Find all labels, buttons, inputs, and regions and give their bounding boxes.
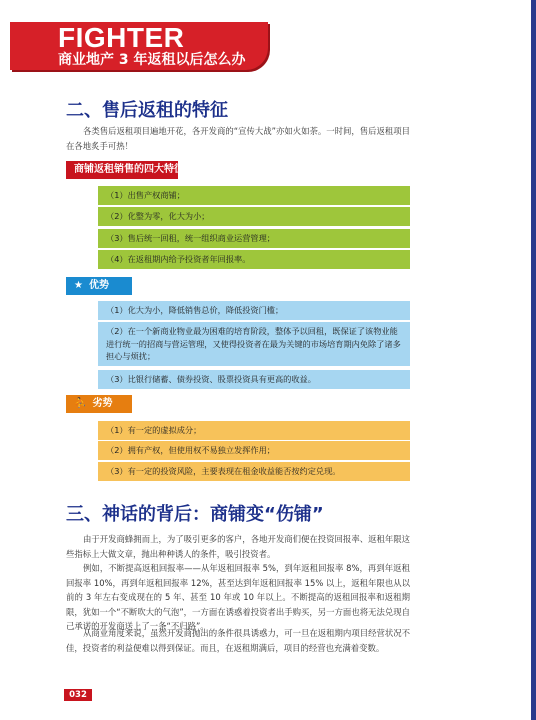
body-paragraph: 由于开发商蜂拥而上，为了吸引更多的客户，各地开发商们便在投资回报率、返租年限这些指标上大做文章，抛出种种诱人的条件，吸引投资者。	[66, 534, 410, 559]
right-edge-stripe	[531, 0, 536, 720]
intro-paragraph: 各类售后返租项目遍地开花，各开发商的“宣传大战”亦如火如荼。一时间，售后返租项目在各地炙手可热！	[66, 126, 410, 151]
pro-item: （3）比银行储蓄、债券投资、股票投资具有更高的收益。	[98, 370, 410, 389]
pro-item: （1）化大为小，降低销售总价，降低投资门槛；	[98, 301, 410, 320]
body-paragraph: 从商业角度来说，虽然开发商抛出的条件很具诱惑力，可一旦在返租期内项目经营状况不佳，投资者的利益便难以得到保证。而且，在返租期满后，项目的经营也充满着变数。	[66, 628, 410, 653]
features-tag: 商铺返租销售的四大特征	[66, 161, 178, 179]
feature-item: （1）出售产权商铺；	[98, 186, 410, 205]
person-icon: ⛹	[74, 398, 87, 409]
section-title-3: 三、神话的背后：商铺变“伤铺”	[66, 504, 324, 525]
cons-tag	[66, 395, 132, 413]
section-title-2: 二、售后返租的特征	[66, 100, 228, 121]
pro-item: （2）在一个新商业物业最为困难的培育阶段，整体予以回租，既保证了该物业能进行统一的招商与营运管理，又使得投资者在最为关键的市场培育期内免除了诸多担心与烦扰；	[98, 322, 410, 366]
star-icon: ★	[74, 280, 83, 291]
body-paragraph: 例如，不断提高返租回报率——从年返租回报率 5%，到年返租回报率 8%，再到年返租回报率 10%，再到年返租回报率 12%，甚至达到年返租回报率 15% 以上，返租年限也从以前的 3 年左右变成现在的 5 年、甚至 10 年或 10 年以上。不断提高的返租回报率和返租期限，犹如一个“不断吹大的气泡”，一方面在诱惑着投资者出手购买，另一方面也将无法兑现自己承诺的开发商送上了一条“不归路”。	[66, 563, 410, 631]
feature-item: （2）化整为零，化大为小；	[98, 207, 410, 226]
cons-tag-label: 劣势	[92, 398, 113, 409]
con-item: （3）有一定的投资风险，主要表现在租金收益能否按约定兑现。	[98, 462, 410, 481]
page-number: 032	[64, 689, 92, 701]
pros-tag	[66, 277, 132, 295]
chapter-subtitle: 商业地产 3 年返租以后怎么办	[58, 52, 246, 68]
feature-item: （3）售后统一回租，统一组织商业运营管理；	[98, 229, 410, 248]
brand-title: FIGHTER	[58, 22, 185, 53]
feature-item: （4）在返租期内给予投资者年回报率。	[98, 250, 410, 269]
con-item: （2）拥有产权，但使用权不易独立发挥作用；	[98, 441, 410, 460]
con-item: （1）有一定的虚拟成分；	[98, 421, 410, 440]
pros-tag-label: 优势	[88, 280, 109, 291]
